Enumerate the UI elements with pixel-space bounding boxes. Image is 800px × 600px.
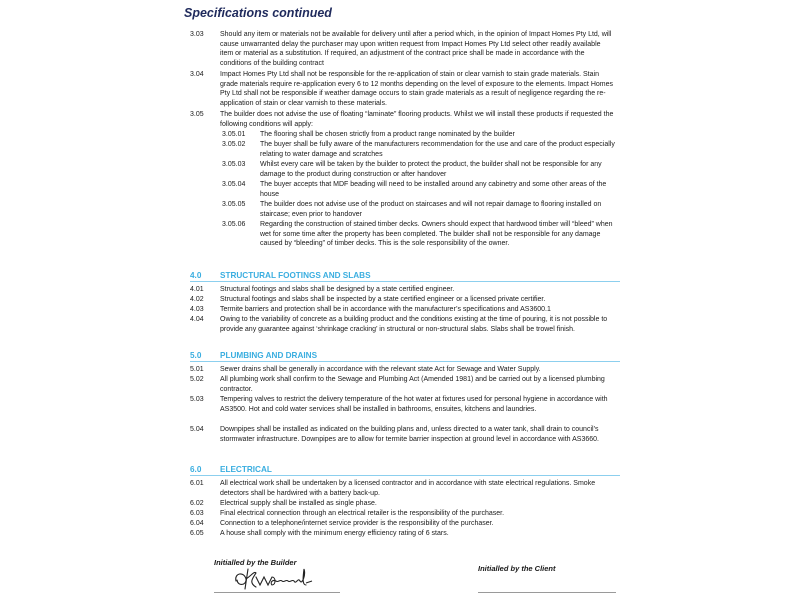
clause-5-03: [190, 395, 615, 414]
section-heading-6: [190, 465, 620, 476]
clause-number: 6.04: [190, 520, 204, 527]
clause-6-03: [190, 509, 615, 519]
clause-text: Connection to a telephone/internet service provider is the responsibility of the purchaser.: [220, 520, 494, 527]
clause-text: Owing to the variability of concrete as a building product and the conditions existing at the time of pouring, it is not possible to provide any guarantee against ‘shrinkage cracking’ in structural or non-structural slabs. Slabs shall be trowel finish.: [220, 316, 608, 333]
section-heading-4: [190, 271, 620, 282]
clause-4-03: [190, 305, 615, 315]
clause-number: 3.03: [190, 31, 204, 38]
section-title: STRUCTURAL FOOTINGS AND SLABS: [220, 271, 371, 280]
subclause-number: 3.05.02: [222, 141, 246, 148]
subclause-number: 3.05.06: [222, 221, 246, 228]
clause-6-01: [190, 479, 615, 498]
section-number: 6.0: [190, 465, 202, 474]
clause-text: Downpipes shall be installed as indicated on the building plans and, unless directed to a water tank, shall drain to council’s stormwater infrastructure. Downpipes are to allow for termite barrier inspection at ground level in accordance with AS3660.: [220, 426, 599, 443]
clause-text: Termite barriers and protection shall be in accordance with the manufacturer’s specifications and AS3600.1: [220, 306, 551, 313]
clause-number: 5.03: [190, 396, 204, 403]
clause-text: Final electrical connection through an electrical retailer is the responsibility of the purchaser.: [220, 510, 505, 517]
clause-number: 3.05: [190, 111, 204, 118]
clause-text: Sewer drains shall be generally in accordance with the relevant state Act for Sewage and Water Supply.: [220, 366, 541, 373]
section-number: 5.0: [190, 351, 202, 360]
clause-3-04: [190, 70, 615, 108]
clause-number: 4.01: [190, 286, 204, 293]
clause-4-02: [190, 295, 615, 305]
clause-6-05: [190, 529, 615, 539]
clause-text: Tempering valves to restrict the delivery temperature of the hot water at fixtures used for personal hygiene in accordance with AS3500. Hot and cold water services shall be installed in bathrooms, ensuites, kitchens and laundries.: [220, 396, 608, 413]
clause-text: Structural footings and slabs shall be inspected by a state certified engineer or a licensed private certifier.: [220, 296, 546, 303]
builder-signature: [232, 563, 322, 591]
subclause-text: The flooring shall be chosen strictly from a product range nominated by the builder: [260, 131, 515, 138]
clause-number: 6.05: [190, 530, 204, 537]
clause-number: 5.04: [190, 426, 204, 433]
clause-number: 5.01: [190, 366, 204, 373]
subclause-text: Regarding the construction of stained timber decks. Owners should expect that hardwood timber will “bleed” when wet for some time after the property has been completed. The builder shall not be responsible for any damage caused by “bleeding” of timber decks. This is the sole responsibility of the owner.: [260, 221, 613, 248]
clause-4-01: [190, 285, 615, 295]
subclause-3-05-06: [222, 220, 615, 249]
section-title: PLUMBING AND DRAINS: [220, 351, 318, 360]
clause-5-02: [190, 375, 615, 394]
section-heading-5: [190, 351, 620, 362]
subclause-number: 3.05.04: [222, 181, 246, 188]
clause-number: 6.01: [190, 480, 204, 487]
subclause-3-05-03: [222, 160, 615, 179]
subclause-text: The buyer shall be fully aware of the manufacturers recommendation for the use and care of the product especially relating to water damage and scratches: [260, 141, 615, 158]
subclause-3-05-05: [222, 200, 615, 219]
clause-6-04: [190, 519, 615, 529]
subclause-text: Whilst every care will be taken by the builder to protect the product, the builder shall not be responsible for any damage to the product during construction or after handover: [260, 161, 602, 178]
client-initial-label: Initialled by the Client: [478, 564, 556, 573]
clause-number: 6.03: [190, 510, 204, 517]
clause-6-02: [190, 499, 615, 509]
subclause-3-05-02: [222, 140, 615, 159]
clause-text: Electrical supply shall be installed as single phase.: [220, 500, 377, 507]
subclause-text: The buyer accepts that MDF beading will need to be installed around any cabinetry and some other areas of the house: [260, 181, 607, 198]
page-title: Specifications continued: [184, 6, 332, 20]
clause-text: Structural footings and slabs shall be designed by a state certified engineer.: [220, 286, 455, 293]
clause-text: All plumbing work shall confirm to the Sewage and Plumbing Act (Amended 1981) and be carried out by a licensed plumbing contractor.: [220, 376, 605, 393]
subclause-text: The builder does not advise use of the product on staircases and will not repair damage to flooring installed on staircase; even prior to handover: [260, 201, 602, 218]
clause-number: 5.02: [190, 376, 204, 383]
builder-initial-label: Initialled by the Builder: [214, 558, 297, 567]
clause-3-05: [190, 110, 615, 129]
subclause-number: 3.05.05: [222, 201, 246, 208]
clause-number: 3.04: [190, 71, 204, 78]
clause-5-04: [190, 425, 615, 444]
clause-number: 6.02: [190, 500, 204, 507]
subclause-number: 3.05.03: [222, 161, 246, 168]
section-title: ELECTRICAL: [220, 465, 272, 474]
subclause-3-05-04: [222, 180, 615, 199]
clause-4-04: [190, 315, 615, 334]
section-number: 4.0: [190, 271, 202, 280]
clause-number: 4.02: [190, 296, 204, 303]
builder-signature-line: [214, 592, 340, 593]
clause-text: Should any item or materials not be available for delivery until after a period which, in the opinion of Impact Homes Pty Ltd, will cause unwarranted delay the purchaser may upon written request from Impact Homes Pty Ltd select other readily available item or material as a substitution. If required, an adjustment of the contract price shall be made in accordance with the conditions of the building contract: [220, 31, 612, 67]
clause-text: All electrical work shall be undertaken by a licensed contractor and in accordance with state electrical regulations. Smoke detectors shall be hardwired with a battery back-up.: [220, 480, 596, 497]
clause-number: 4.04: [190, 316, 204, 323]
clause-text: A house shall comply with the minimum energy efficiency rating of 6 stars.: [220, 530, 449, 537]
clause-number: 4.03: [190, 306, 204, 313]
clause-3-03: [190, 30, 615, 68]
subclause-number: 3.05.01: [222, 131, 246, 138]
clause-5-01: [190, 365, 615, 375]
clause-text: The builder does not advise the use of floating “laminate” flooring products. Whilst we will install these products if requested the following conditions will apply:: [220, 111, 614, 128]
clause-text: Impact Homes Pty Ltd shall not be responsible for the re-application of stain or clear varnish to stain grade materials. Stain grade materials require re-application every 6 to 12 months depending on the level of exposure to the elements. Impact Homes Pty Ltd shall not be responsible if weather damage occurs to stain grade materials as a result of negligence regarding the re-application of stain or clear varnish to these materials.: [220, 71, 613, 107]
subclause-3-05-01: [222, 130, 615, 140]
client-signature-line: [478, 592, 616, 593]
